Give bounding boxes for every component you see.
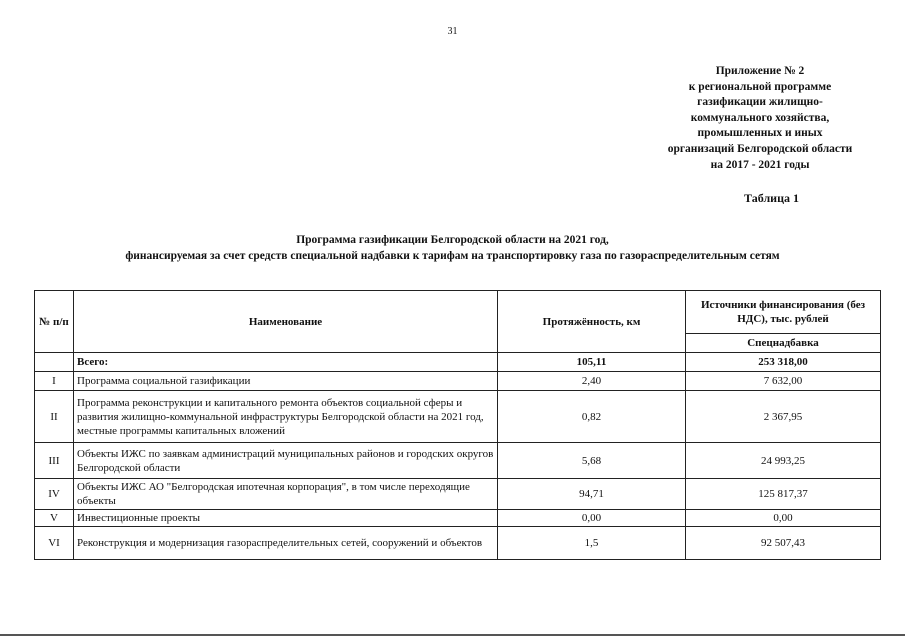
row-amount: 24 993,25 xyxy=(686,443,881,479)
appendix-line: организаций Белгородской области xyxy=(667,142,853,155)
appendix-line: на 2017 - 2021 годы xyxy=(710,158,810,171)
row-amount: 2 367,95 xyxy=(686,391,881,443)
total-label: Всего: xyxy=(74,353,498,372)
header-financing-sources: Источники финансирования (без НДС), тыс. рублей xyxy=(686,291,881,334)
table-row xyxy=(35,372,881,391)
table-label: Таблица 1 xyxy=(744,191,799,205)
row-name: Программа социальной газификации xyxy=(74,372,498,391)
appendix-line: коммунального хозяйства, xyxy=(690,111,830,124)
total-row xyxy=(35,353,881,372)
row-number: II xyxy=(35,391,74,443)
row-length: 5,68 xyxy=(498,443,686,479)
appendix-line: к региональной программе xyxy=(688,80,832,93)
row-number: VI xyxy=(35,527,74,560)
header-special-surcharge: Спецнадбавка xyxy=(686,334,881,353)
header-name: Наименование xyxy=(74,291,498,353)
row-name: Объекты ИЖС по заявкам администраций муниципальных районов и городских округов Белгородской области xyxy=(74,443,498,479)
appendix-heading xyxy=(645,64,875,173)
table-row xyxy=(35,443,881,479)
row-name: Инвестиционные проекты xyxy=(74,510,498,527)
row-name: Объекты ИЖС АО "Белгородская ипотечная корпорация", в том числе переходящие объекты xyxy=(74,479,498,510)
document-title xyxy=(0,232,905,264)
table-row xyxy=(35,479,881,510)
header-number: № п/п xyxy=(35,291,74,353)
row-number: I xyxy=(35,372,74,391)
title-line-1: Программа газификации Белгородской области на 2021 год, xyxy=(296,234,609,246)
row-name: Реконструкция и модернизация газораспределительных сетей, сооружений и объектов xyxy=(74,527,498,560)
table-row xyxy=(35,527,881,560)
row-length: 1,5 xyxy=(498,527,686,560)
row-length: 94,71 xyxy=(498,479,686,510)
financing-table xyxy=(34,290,881,560)
row-length: 0,82 xyxy=(498,391,686,443)
scan-edge-divider xyxy=(0,634,905,636)
table-row xyxy=(35,510,881,527)
row-amount: 0,00 xyxy=(686,510,881,527)
row-number: IV xyxy=(35,479,74,510)
appendix-line: газификации жилищно- xyxy=(697,96,823,109)
total-number xyxy=(35,353,74,372)
row-amount: 92 507,43 xyxy=(686,527,881,560)
row-name: Программа реконструкции и капитального ремонта объектов социальной сферы и развития жилищно-коммунальной инфраструктуры Белгородской области на 2021 год, местные программы капитальных вложений xyxy=(74,391,498,443)
appendix-line: промышленных и иных xyxy=(697,127,823,140)
row-length: 2,40 xyxy=(498,372,686,391)
total-amount: 253 318,00 xyxy=(686,353,881,372)
total-length: 105,11 xyxy=(498,353,686,372)
row-number: V xyxy=(35,510,74,527)
appendix-line: Приложение № 2 xyxy=(715,65,805,77)
page-number: 31 xyxy=(447,26,458,37)
row-number: III xyxy=(35,443,74,479)
row-amount: 7 632,00 xyxy=(686,372,881,391)
header-length: Протяжённость, км xyxy=(498,291,686,353)
row-length: 0,00 xyxy=(498,510,686,527)
table-row xyxy=(35,391,881,443)
title-line-2: финансируемая за счет средств специальной надбавки к тарифам на транспортировку газа по газораспределительным сетям xyxy=(125,250,780,262)
row-amount: 125 817,37 xyxy=(686,479,881,510)
